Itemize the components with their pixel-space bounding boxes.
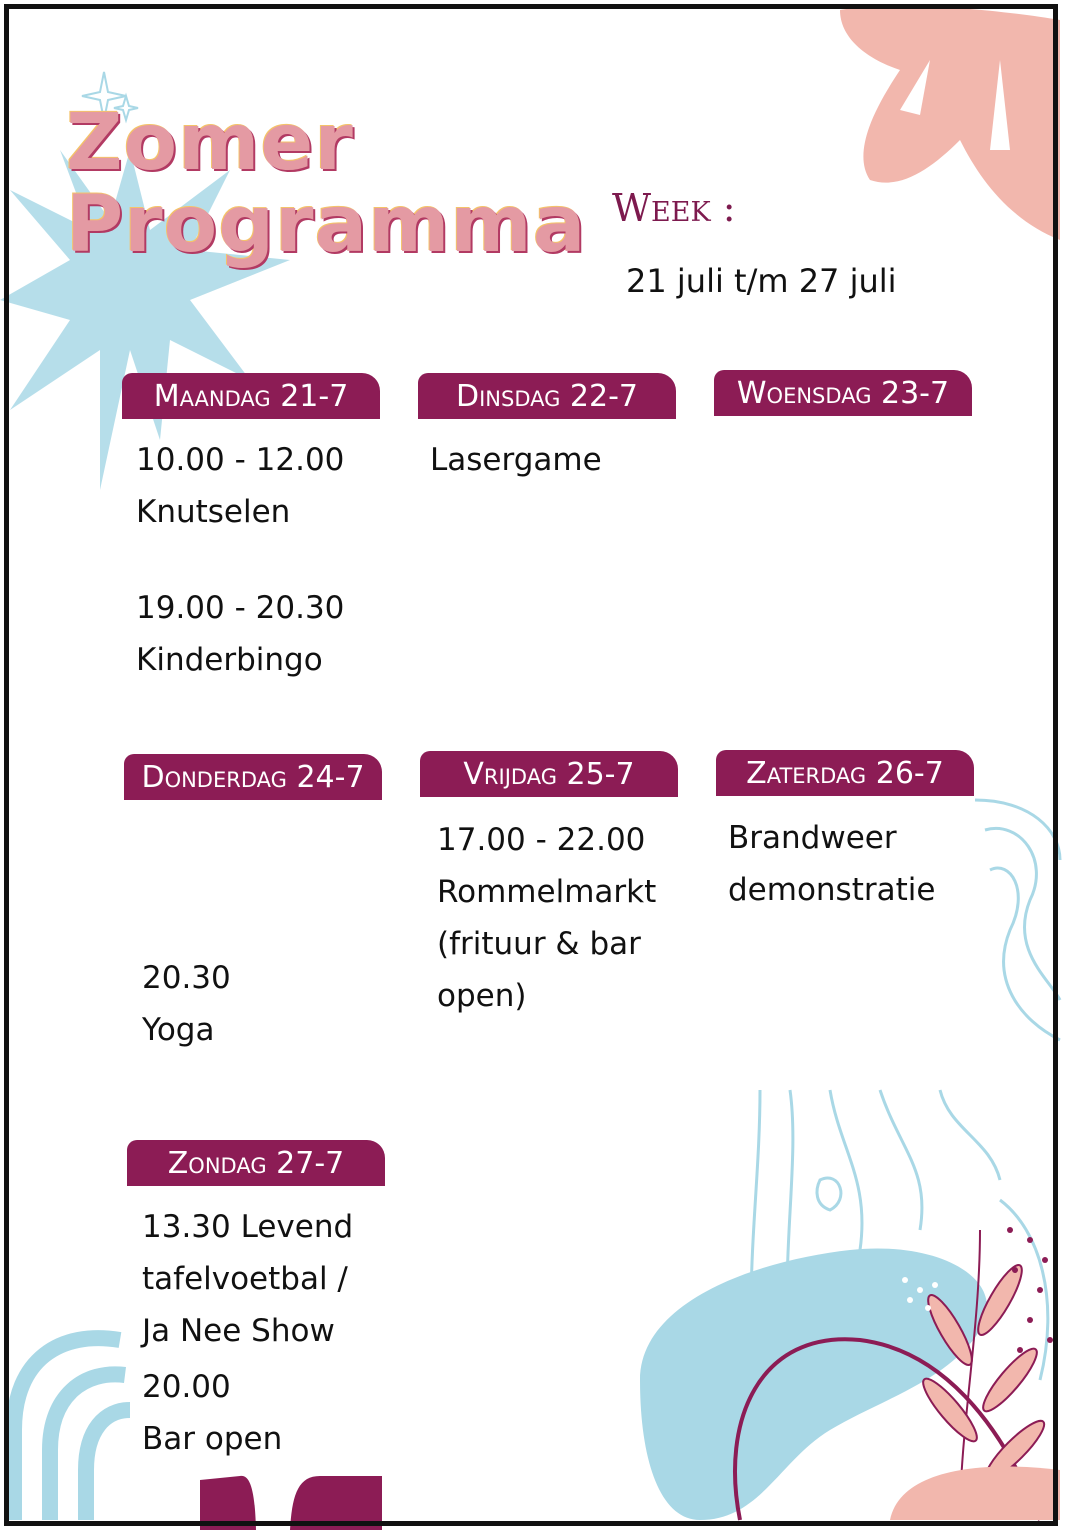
event-line: Brandweer bbox=[728, 820, 897, 856]
events-dinsdag bbox=[430, 434, 602, 486]
event-line: Ja Nee Show bbox=[142, 1313, 335, 1349]
day-header-maandag: Maandag 21-7 bbox=[122, 373, 380, 419]
event-line: Kinderbingo bbox=[136, 642, 323, 678]
event-line: demonstratie bbox=[728, 872, 936, 908]
events-zaterdag bbox=[728, 812, 935, 916]
day-header-dinsdag: Dinsdag 22-7 bbox=[418, 373, 676, 419]
event-line: 20.00 bbox=[142, 1369, 231, 1405]
title-line-2: Programma bbox=[66, 180, 587, 270]
day-header-zondag: Zondag 27-7 bbox=[127, 1140, 385, 1186]
events-donderdag bbox=[142, 952, 231, 1056]
blue-arches-shape bbox=[14, 1338, 130, 1520]
event-line: Knutselen bbox=[136, 494, 291, 530]
day-header-vrijdag: Vrijdag 25-7 bbox=[420, 751, 678, 797]
events-zondag bbox=[142, 1201, 353, 1465]
day-header-zaterdag: Zaterdag 26-7 bbox=[716, 750, 974, 796]
title-line-1: Zomer bbox=[66, 98, 354, 188]
event-line: 20.30 bbox=[142, 960, 231, 996]
events-vrijdag bbox=[437, 814, 656, 1022]
week-range: 21 juli t/m 27 juli bbox=[626, 262, 897, 300]
event-line: Lasergame bbox=[430, 442, 602, 478]
events-maandag bbox=[136, 434, 344, 686]
week-label: Week : bbox=[612, 186, 736, 230]
maroon-arch-shape bbox=[200, 1476, 256, 1530]
event-line: 10.00 - 12.00 bbox=[136, 442, 345, 478]
spacer bbox=[136, 538, 344, 582]
event-line: Yoga bbox=[142, 1012, 215, 1048]
event-line: open) bbox=[437, 978, 527, 1014]
event-line: 17.00 - 22.00 bbox=[437, 822, 646, 858]
event-line: 13.30 Levend bbox=[142, 1209, 354, 1245]
event-line: (frituur & bar bbox=[437, 926, 641, 962]
day-header-donderdag: Donderdag 24-7 bbox=[124, 754, 382, 800]
event-line: tafelvoetbal / bbox=[142, 1261, 348, 1297]
event-line: Rommelmarkt bbox=[437, 874, 657, 910]
day-header-woensdag: Woensdag 23-7 bbox=[714, 370, 972, 416]
event-line: Bar open bbox=[142, 1421, 283, 1457]
pink-flower-shape bbox=[840, 6, 1060, 240]
maroon-arch-shape bbox=[290, 1476, 382, 1530]
event-line: 19.00 - 20.30 bbox=[136, 590, 345, 626]
pink-leaf-shape bbox=[890, 1467, 1060, 1520]
